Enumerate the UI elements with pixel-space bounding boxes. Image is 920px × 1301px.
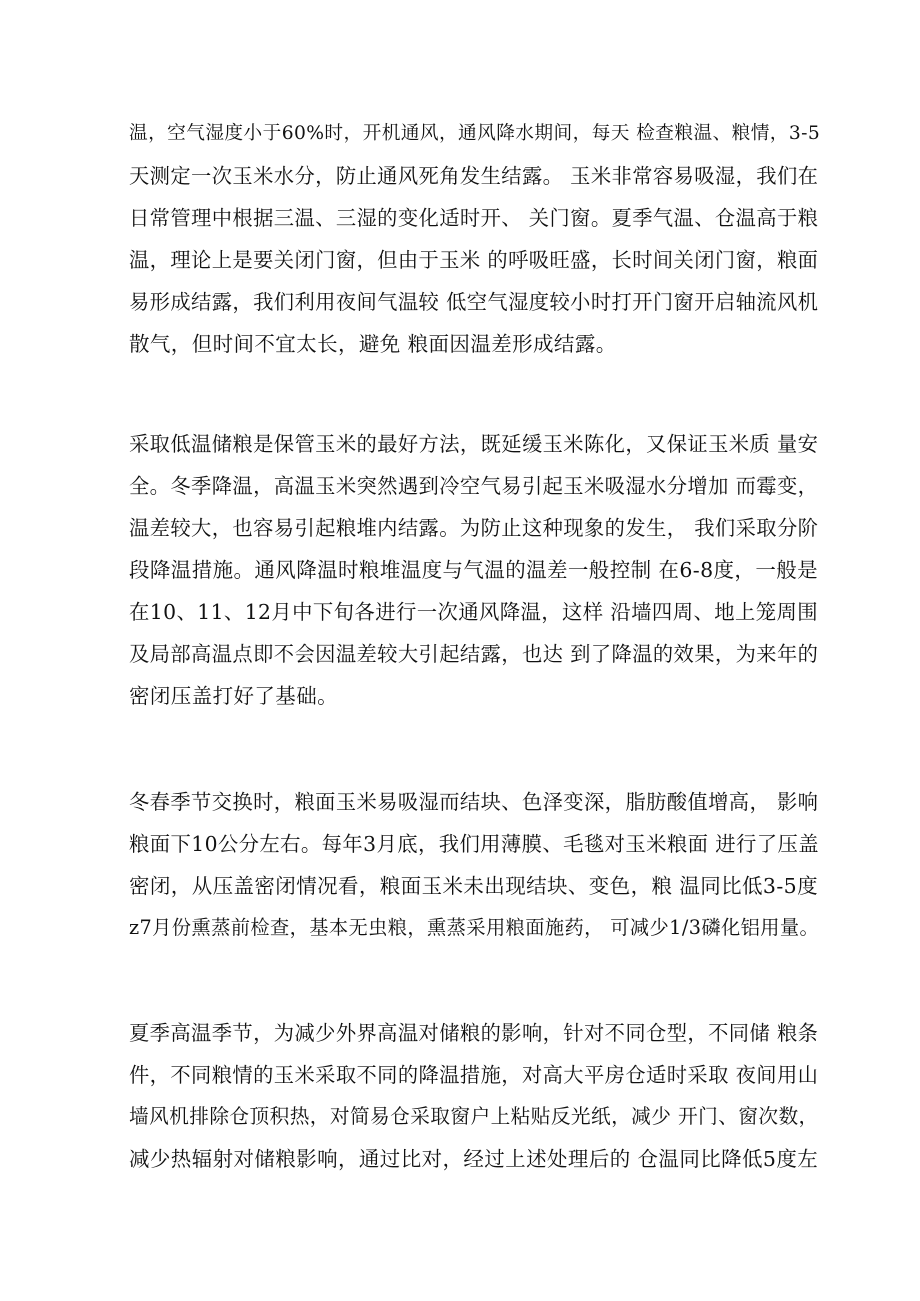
text-line: 及局部高温点即不会因温差较大引起结露，也达 到了降温的效果，为来年的 [129, 642, 819, 666]
paragraph-low-temperature-storage [129, 423, 819, 717]
text-line: 日常管理中根据三温、三湿的变化适时开、 关门窗。夏季气温、仓温高于粮 [129, 206, 819, 230]
text-line: 温差较大，也容易引起粮堆内结露。为防止这种现象的发生， 我们采取分阶 [129, 516, 819, 540]
text-line: 散气，但时间不宜太长，避免 粮面因温差形成结露。 [129, 332, 617, 356]
text-line: 夏季高温季节，为减少外界高温对储粮的影响，针对不同仓型，不同储 粮条 [129, 1021, 819, 1045]
text-line: z7月份熏蒸前检查，基本无虫粮，熏蒸采用粮面施药， 可减少1/3磷化铝用量。 [129, 916, 820, 939]
text-line: 温，理论上是要关闭门窗，但由于玉米 的呼吸旺盛，长时间关闭门窗，粮面 [129, 248, 819, 272]
paragraph-ventilation [129, 113, 821, 365]
text-line: 密闭，从压盖密闭情况看，粮面玉米未出现结块、变色，粮 温同比低3-5度 [129, 874, 819, 898]
text-line: 墙风机排除仓顶积热，对简易仓采取窗户上粘贴反光纸，减少 开门、窗次数， [129, 1105, 819, 1128]
text-line: 件，不同粮情的玉米采取不同的降温措施，对高大平房仓适时采取 夜间用山 [129, 1063, 819, 1087]
paragraph-surface-sealing [129, 781, 820, 949]
text-line: 冬春季节交换时，粮面玉米易吸湿而结块、色泽变深，脂肪酸值增高， 影响 [129, 790, 819, 814]
text-line: 段降温措施。通风降温时粮堆温度与气温的温差一般控制 在6-8度，一般是 [129, 558, 819, 582]
text-line: 天测定一次玉米水分，防止通风死角发生结露。 玉米非常容易吸湿，我们在 [129, 164, 819, 188]
text-line: 易形成结露，我们利用夜间气温较 低空气湿度较小时打开门窗开启轴流风机 [129, 290, 819, 314]
paragraph-summer-cooling [129, 1012, 819, 1180]
text-line: 在10、11、12月中下旬各进行一次通风降温，这样 沿墙四周、地上笼周围 [129, 600, 819, 624]
text-line: 减少热辐射对储粮影响，通过比对，经过上述处理后的 仓温同比降低5度左 [129, 1147, 819, 1171]
text-line: 密闭压盖打好了基础。 [129, 684, 338, 708]
text-line: 全。冬季降温，高温玉米突然遇到冷空气易引起玉米吸湿水分增加 而霉变， [129, 474, 819, 498]
text-line: 粮面下10公分左右。每年3月底，我们用薄膜、毛毯对玉米粮面 进行了压盖 [129, 832, 819, 856]
text-line: 温，空气湿度小于60%时，开机通风，通风降水期间，每天 检查粮温、粮情，3-5 [129, 123, 821, 144]
text-line: 采取低温储粮是保管玉米的最好方法，既延缓玉米陈化，又保证玉米质 量安 [129, 432, 819, 456]
